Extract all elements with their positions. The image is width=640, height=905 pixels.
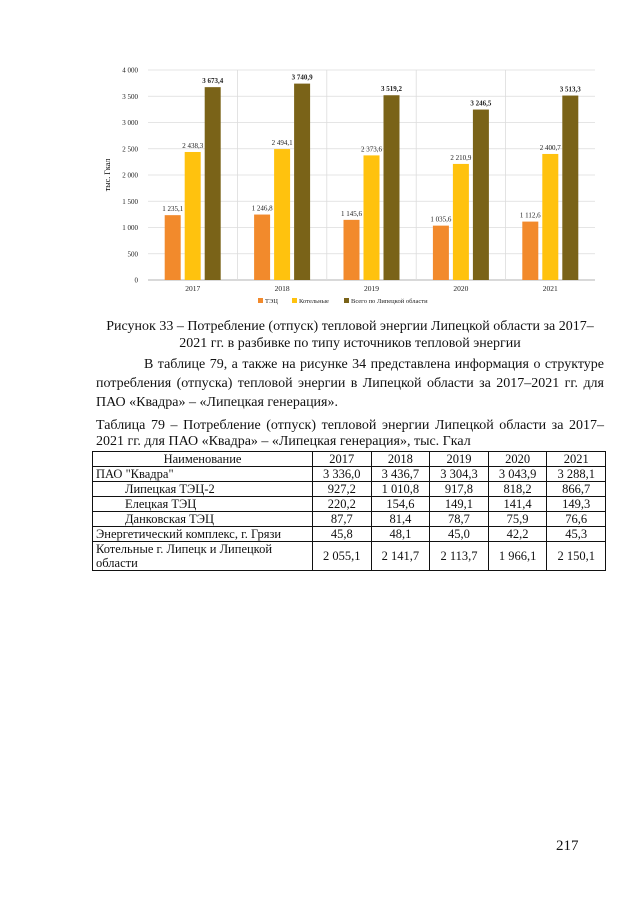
table-row [93, 497, 606, 512]
header-name: Наименование [93, 452, 313, 467]
figure-caption: Рисунок 33 – Потребление (отпуск) тепловой энергии Липецкой области за 2017–2021 гг. в разбивке по типу источников тепловой энергии [106, 319, 594, 351]
cell-value: 2 141,7 [371, 542, 430, 571]
data-label: 1 145,6 [341, 209, 362, 218]
bar [294, 84, 310, 280]
bar [165, 215, 181, 280]
chart-bars [162, 74, 581, 280]
bar [433, 226, 449, 280]
header-2020: 2020 [488, 452, 547, 467]
cell-value: 917,8 [430, 482, 489, 497]
bar-chart [100, 62, 600, 312]
cell-value: 3 288,1 [547, 467, 606, 482]
data-label: 1 112,6 [519, 211, 541, 220]
data-label: 3 673,4 [202, 77, 224, 86]
page-number: 217 [556, 838, 579, 854]
cell-value: 76,6 [547, 512, 606, 527]
bar [254, 215, 270, 280]
cell-value: 45,3 [547, 527, 606, 542]
cell-value: 48,1 [371, 527, 430, 542]
table-row [93, 482, 606, 497]
bar [344, 220, 360, 280]
cell-value: 1 966,1 [488, 542, 547, 571]
table-header-row [93, 452, 606, 467]
bar [205, 87, 221, 280]
bar [473, 110, 489, 280]
bar [522, 222, 538, 280]
data-label: 3 740,9 [291, 73, 313, 82]
cell-value: 42,2 [488, 527, 547, 542]
cell-value: 149,1 [430, 497, 489, 512]
chart-legend [258, 298, 428, 305]
row-name: ПАО "Квадра" [93, 467, 313, 482]
y-tick-label: 500 [127, 250, 138, 259]
cell-value: 927,2 [313, 482, 372, 497]
data-label: 2 373,6 [361, 145, 382, 154]
bar [364, 155, 380, 280]
row-name: Елецкая ТЭЦ [93, 497, 313, 512]
cell-value: 81,4 [371, 512, 430, 527]
cell-value: 818,2 [488, 482, 547, 497]
legend-label: Котельные [299, 298, 329, 305]
x-tick-label: 2020 [453, 284, 469, 293]
legend-swatch [258, 298, 263, 303]
cell-value: 78,7 [430, 512, 489, 527]
row-name: Котельные г. Липецк и Липецкой области [93, 542, 313, 571]
cell-value: 149,3 [547, 497, 606, 512]
bar [562, 96, 578, 280]
data-label: 3 513,3 [559, 85, 581, 94]
cell-value: 141,4 [488, 497, 547, 512]
cell-value: 2 150,1 [547, 542, 606, 571]
cell-value: 2 113,7 [430, 542, 489, 571]
header-2017: 2017 [313, 452, 372, 467]
table-title: Таблица 79 – Потребление (отпуск) тепловой энергии Липецкой области за 2017–2021 гг. для ПАО «Квадра» – «Липецкая генерация», тыс. Гкал [96, 418, 604, 449]
x-tick-label: 2021 [542, 284, 558, 293]
data-label: 1 235,1 [162, 205, 184, 214]
x-tick-label: 2019 [364, 284, 379, 293]
data-label: 3 519,2 [381, 85, 402, 94]
y-tick-label: 1 500 [122, 197, 138, 206]
y-tick-label: 2 500 [122, 145, 138, 154]
cell-value: 87,7 [313, 512, 372, 527]
header-2018: 2018 [371, 452, 430, 467]
row-name: Липецкая ТЭЦ-2 [93, 482, 313, 497]
bar [384, 95, 400, 280]
y-tick-label: 0 [134, 276, 138, 285]
data-label: 2 438,3 [182, 141, 204, 150]
legend-swatch [344, 298, 349, 303]
cell-value: 3 043,9 [488, 467, 547, 482]
data-label: 2 400,7 [539, 143, 561, 152]
data-label: 2 210,9 [450, 153, 472, 162]
x-tick-labels [185, 284, 558, 293]
data-label: 1 035,6 [430, 215, 452, 224]
row-name: Данковская ТЭЦ [93, 512, 313, 527]
bar [453, 164, 469, 280]
legend-label: Всего по Липецкой области [351, 298, 428, 305]
table-row [93, 527, 606, 542]
cell-value: 45,0 [430, 527, 489, 542]
y-tick-label: 3 500 [122, 92, 138, 101]
y-axis-label: тыс. Гкал [103, 158, 112, 192]
consumption-table [92, 451, 606, 571]
cell-value: 3 336,0 [313, 467, 372, 482]
table-row [93, 512, 606, 527]
y-tick-labels [122, 67, 138, 285]
bar [542, 154, 558, 280]
legend-swatch [292, 298, 297, 303]
cell-value: 3 304,3 [430, 467, 489, 482]
cell-value: 45,8 [313, 527, 372, 542]
row-name: Энергетический комплекс, г. Грязи [93, 527, 313, 542]
x-tick-label: 2017 [185, 284, 201, 293]
data-label: 2 494,1 [271, 139, 293, 148]
table-row [93, 467, 606, 482]
cell-value: 1 010,8 [371, 482, 430, 497]
data-label: 1 246,8 [251, 204, 273, 213]
cell-value: 154,6 [371, 497, 430, 512]
header-2021: 2021 [547, 452, 606, 467]
legend-label: ТЭЦ [265, 298, 278, 305]
header-2019: 2019 [430, 452, 489, 467]
cell-value: 75,9 [488, 512, 547, 527]
y-tick-label: 2 000 [122, 171, 138, 180]
cell-value: 2 055,1 [313, 542, 372, 571]
cell-value: 866,7 [547, 482, 606, 497]
y-tick-label: 3 000 [122, 119, 138, 127]
y-tick-label: 1 000 [122, 224, 138, 232]
data-label: 3 246,5 [470, 99, 492, 108]
cell-value: 220,2 [313, 497, 372, 512]
cell-value: 3 436,7 [371, 467, 430, 482]
body-paragraph: В таблице 79, а также на рисунке 34 представлена информация о структуре потребления (отпуска) тепловой энергии в Липецкой области за 2017–2021 гг. для ПАО «Квадра» – «Липецкая генерация». [96, 357, 604, 410]
bar [274, 149, 290, 280]
bar [185, 152, 201, 280]
table-row [93, 542, 606, 571]
y-tick-label: 4 000 [122, 66, 138, 75]
x-tick-label: 2018 [274, 284, 290, 293]
